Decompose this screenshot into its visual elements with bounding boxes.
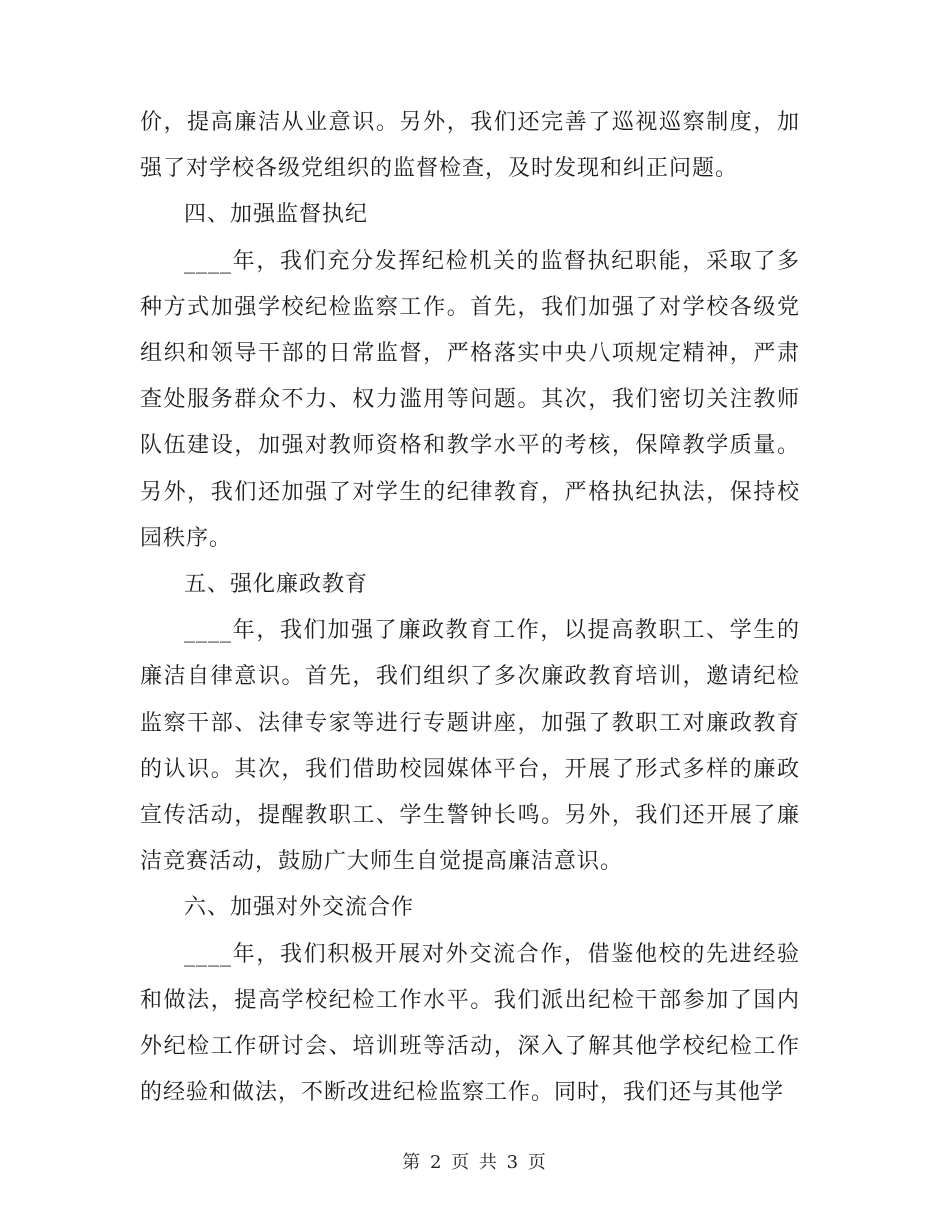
section-heading-6: 六、加强对外交流合作 xyxy=(184,895,415,921)
paragraph-continued: 价，提高廉洁从业意识。另外，我们还完善了巡视巡察制度，加强了对学校各级党组织的监督检查，及时发现和纠正问题。 xyxy=(140,110,800,182)
page-number-footer: 第 2 页 共 3 页 xyxy=(402,1152,548,1173)
document-body xyxy=(140,100,800,1116)
paragraph-external-exchange: ____年，我们积极开展对外交流合作，借鉴他校的先进经验和做法，提高学校纪检工作水平。我们派出纪检干部参加了国内外纪检工作研讨会、培训班等活动，深入了解其他学校纪检工作的经验和做法，不断改进纪检监察工作。同时，我们还与其他学 xyxy=(140,941,800,1106)
paragraph-integrity-education: ____年，我们加强了廉政教育工作，以提高教职工、学生的廉洁自律意识。首先，我们组织了多次廉政教育培训，邀请纪检监察干部、法律专家等进行专题讲座，加强了教职工对廉政教育的认识。其次，我们借助校园媒体平台，开展了形式多样的廉政宣传活动，提醒教职工、学生警钟长鸣。另外，我们还开展了廉洁竞赛活动，鼓励广大师生自觉提高廉洁意识。 xyxy=(140,618,800,875)
paragraph-supervision: ____年，我们充分发挥纪检机关的监督执纪职能，采取了多种方式加强学校纪检监察工作。首先，我们加强了对学校各级党组织和领导干部的日常监督，严格落实中央八项规定精神，严肃查处服务群众不力、权力滥用等问题。其次，我们密切关注教师队伍建设，加强对教师资格和教学水平的考核，保障教学质量。另外，我们还加强了对学生的纪律教育，严格执纪执法，保持校园秩序。 xyxy=(140,248,800,551)
section-heading-4: 四、加强监督执纪 xyxy=(184,202,369,228)
section-heading-5: 五、强化廉政教育 xyxy=(184,572,369,598)
